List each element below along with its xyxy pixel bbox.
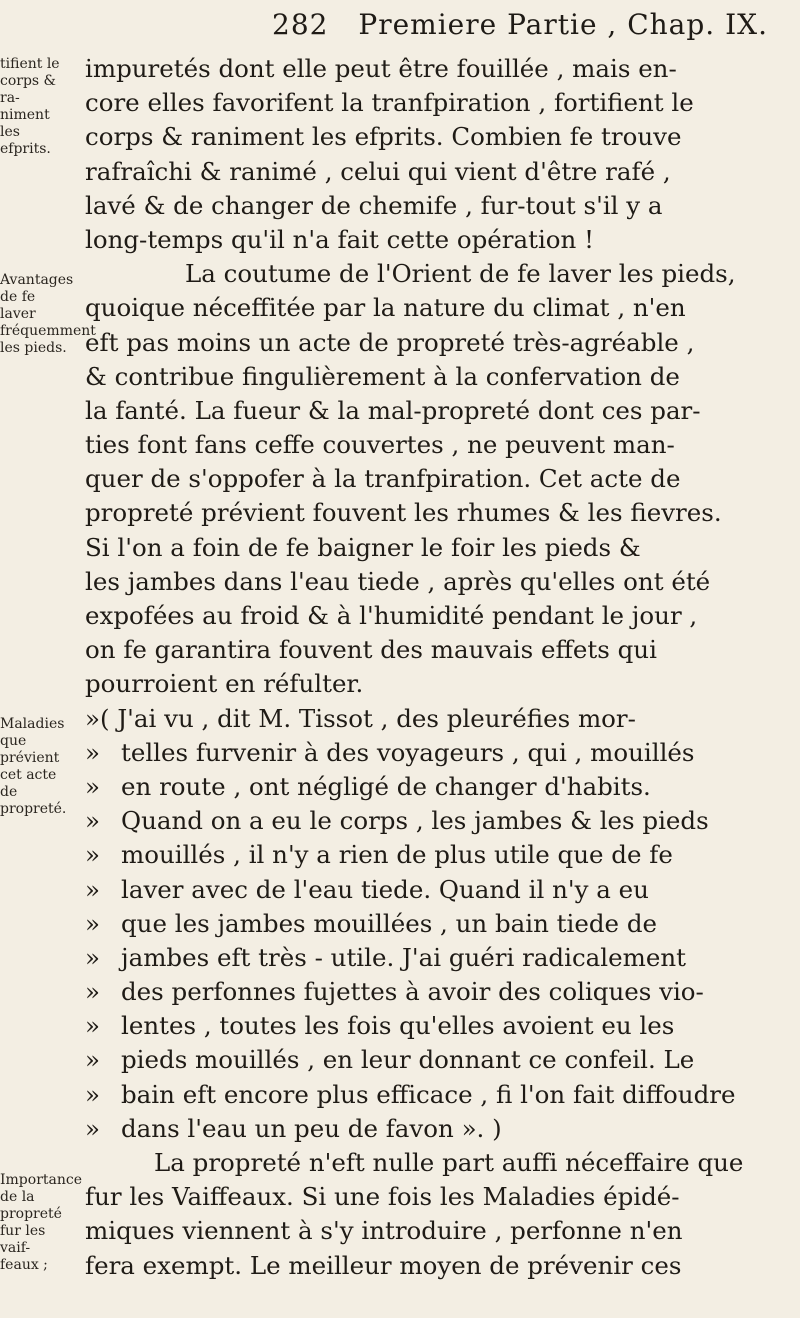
margin-note-line: de fe laver — [0, 289, 36, 322]
text-line: les jambes dans l'eau tiede , après qu'elles ont été — [85, 566, 711, 596]
margin-note-line: niment les — [0, 107, 50, 140]
text-line: mouillés , il n'y a rien de plus utile que de fe — [121, 840, 673, 870]
quote-mark: » — [85, 737, 100, 767]
quote-line — [85, 873, 787, 907]
text-line: dans l'eau un peu de favon ». ) — [121, 1113, 502, 1143]
text-line: core elles favorifent la tranfpiration , fortifient le — [85, 88, 694, 118]
margin-note-line: de la propreté — [0, 1189, 62, 1222]
text-line: bain eft encore plus efficace , fi l'on fait diffoudre — [121, 1079, 736, 1109]
quote-line — [85, 1009, 787, 1043]
margin-note-line: fur les vaif- — [0, 1223, 46, 1256]
text-line: propreté prévient fouvent les rhumes & les fievres. — [85, 498, 722, 528]
text-line: long-temps qu'il n'a fait cette opération ! — [85, 224, 594, 254]
quote-mark: » — [85, 1113, 100, 1143]
text-line: telles furvenir à des voyageurs , qui , mouillés — [121, 737, 695, 767]
quote-mark: » — [85, 806, 100, 836]
margin-note-line: les pieds. — [0, 340, 67, 356]
text-line: la fanté. La fueur & la mal-propreté dont ces par- — [85, 395, 701, 425]
quote-mark: » — [85, 1011, 100, 1041]
text-line: »( J'ai vu , dit M. Tissot , des pleuréfies mor- — [85, 703, 636, 733]
page-header — [272, 8, 768, 41]
text-line: lentes , toutes les fois qu'elles avoient eu les — [121, 1011, 675, 1041]
running-title: Premiere Partie , Chap. IX. — [358, 8, 768, 41]
quote-line — [85, 975, 787, 1009]
quote-mark: » — [85, 1079, 100, 1109]
quote-mark: » — [85, 1045, 100, 1075]
quote-line — [85, 838, 787, 872]
margin-note-3 — [0, 716, 70, 818]
text-line: ties font fans ceffe couvertes , ne peuvent man- — [85, 430, 675, 460]
quote-mark: » — [85, 977, 100, 1007]
margin-note-line: Maladies — [0, 716, 65, 732]
margin-note-line: Importance — [0, 1172, 83, 1188]
quote-line — [85, 1078, 787, 1112]
page-number: 282 — [272, 8, 329, 41]
text-line: lavé & de changer de chemife , fur-tout s'il y a — [85, 190, 663, 220]
text-line: expofées au froid & à l'humidité pendant le jour , — [85, 601, 698, 630]
margin-note-line: Avantages — [0, 272, 74, 288]
quote-mark: » — [85, 771, 100, 801]
quote-mark: » — [85, 942, 100, 972]
text-line: & contribue fingulièrement à la confervation de — [85, 361, 680, 391]
margin-note-line: cet acte de — [0, 767, 57, 800]
margin-note-line: feaux ; — [0, 1257, 48, 1273]
quote-line — [85, 770, 787, 804]
text-line: quer de s'oppofer à la tranfpiration. Cet acte de — [85, 464, 681, 494]
text-line: La propreté n'eft nulle part auffi néceffaire que — [154, 1148, 744, 1177]
text-line: Si l'on a foin de fe baigner le foir les pieds & — [85, 532, 641, 562]
text-line: laver avec de l'eau tiede. Quand il n'y a eu — [121, 874, 649, 904]
margin-note-4 — [0, 1172, 83, 1274]
text-line: que les jambes mouillées , un bain tiede de — [121, 908, 657, 938]
quote-mark: » — [85, 874, 100, 904]
margin-note-line: corps & ra- — [0, 73, 57, 106]
quote-line — [85, 1043, 787, 1077]
body-text — [85, 52, 787, 1283]
margin-note-line: efprits. — [0, 141, 51, 157]
text-line: fur les Vaiffeaux. Si une fois les Maladies épidé- — [85, 1182, 680, 1212]
text-line: pourroient en réfulter. — [85, 669, 364, 699]
margin-note-line: propreté. — [0, 801, 67, 817]
quote-line — [85, 804, 787, 838]
quote-mark: » — [85, 908, 100, 938]
text-line: eft pas moins un acte de propreté très-agréable , — [85, 327, 695, 357]
quote-line — [85, 907, 787, 941]
margin-note-line: que prévient — [0, 733, 60, 766]
text-line: corps & raniment les efprits. Combien fe trouve — [85, 122, 682, 152]
quote-line — [85, 736, 787, 770]
text-line: miques viennent à s'y introduire , perfonne n'en — [85, 1216, 683, 1246]
text-line: quoique néceffitée par la nature du climat , n'en — [85, 293, 686, 323]
text-line: rafraîchi & ranimé , celui qui vient d'être rafé , — [85, 156, 671, 186]
margin-note-2 — [0, 272, 96, 357]
text-line: La coutume de l'Orient de fe laver les pieds, — [185, 259, 736, 289]
text-line: Quand on a eu le corps , les jambes & les pieds — [121, 806, 709, 836]
text-line: on fe garantira fouvent des mauvais effets qui — [85, 635, 657, 665]
quote-line — [85, 1112, 787, 1146]
margin-note-line: fréquemment — [0, 323, 96, 339]
text-line: jambes eft très - utile. J'ai guéri radicalement — [121, 942, 686, 972]
text-line: fera exempt. Le meilleur moyen de prévenir ces — [85, 1250, 682, 1280]
text-line: des perfonnes fujettes à avoir des coliques vio- — [121, 977, 704, 1007]
text-line: impuretés dont elle peut être fouillée , mais en- — [85, 54, 677, 83]
margin-note-line: tifient le — [0, 56, 60, 72]
quote-mark: » — [85, 840, 100, 870]
quote-line — [85, 941, 787, 975]
text-line: pieds mouillés , en leur donnant ce confeil. Le — [121, 1045, 695, 1075]
margin-note-1 — [0, 56, 70, 158]
text-line: en route , ont négligé de changer d'habits. — [121, 771, 651, 801]
